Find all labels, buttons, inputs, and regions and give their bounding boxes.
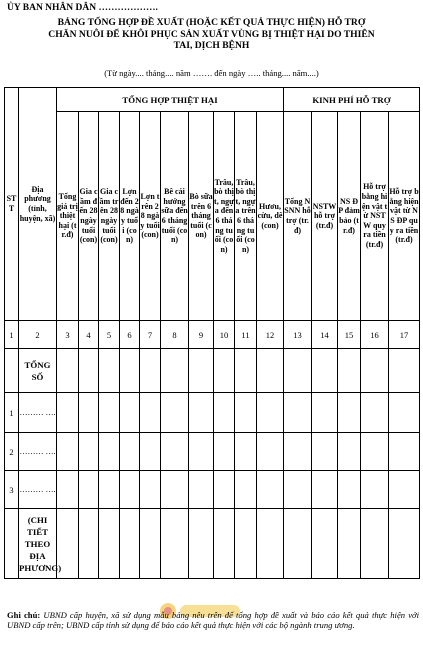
row-stt: 1 [5, 393, 19, 433]
row-detail-label: (CHI TIẾT THEO ĐỊA PHƯƠNG) [19, 509, 57, 579]
row-total-label: TỔNG SỐ [19, 349, 57, 393]
header-col-13: Tổng NSNN hỗ trợ (tr.đ) [284, 112, 312, 321]
header-col-4: Gia cầm đến 28 ngày tuổi (con) [79, 112, 99, 321]
column-number: 16 [361, 321, 389, 349]
column-number: 17 [389, 321, 420, 349]
header-col-3: Tổng giá trị thiệt hại (tr.đ) [57, 112, 79, 321]
title-line: BẢNG TỔNG HỢP ĐỀ XUẤT (HOẶC KẾT QUẢ THỰC HIỆN) HỖ TRỢ [57, 17, 366, 28]
column-number: 2 [19, 321, 57, 349]
header-group-kinh-phi: KINH PHÍ HỖ TRỢ [284, 88, 420, 112]
row-name: ……… …. [19, 471, 57, 509]
table-row [5, 393, 420, 433]
header-col-10: Trâu, bò thịt, ngựa đến 6 tháng tuổi (con) [214, 112, 235, 321]
summary-table [4, 87, 420, 579]
column-number: 7 [140, 321, 161, 349]
row-stt: 3 [5, 471, 19, 509]
header-col-5: Gia cầm trên 28 ngày tuổi (con) [99, 112, 120, 321]
column-number-row [5, 321, 420, 349]
footnote-text: UBND cấp huyện, xã sử dụng mẫu bảng nêu trên để tổng hợp đề xuất và báo cáo kết quả thực hiện với UBND cấp trên; UBND cấp tỉnh sử dụng để báo cáo kết quả thực hiện với các bộ ngành trung ương. [7, 610, 419, 631]
column-number: 15 [338, 321, 361, 349]
header-col-8: Bê cái hướng sữa đến 6 tháng tuổi (con) [161, 112, 189, 321]
table-row [5, 433, 420, 471]
header-stt: STT [5, 88, 19, 321]
header-col-6: Lợn đến 28 ngày tuổi (con) [120, 112, 140, 321]
row-name: ……… …. [19, 393, 57, 433]
header-col-17: Hỗ trợ bằng hiện vật từ NS ĐP quy ra tiền (tr.đ) [389, 112, 420, 321]
document-title [0, 17, 423, 52]
header-group-thiet-hai: TỔNG HỢP THIỆT HẠI [57, 88, 284, 112]
column-number: 9 [189, 321, 214, 349]
column-number: 3 [57, 321, 79, 349]
title-line: CHĂN NUÔI ĐỂ KHÔI PHỤC SẢN XUẤT VÙNG BỊ THIỆT HẠI DO THIÊN [48, 28, 375, 40]
table-row [5, 349, 420, 393]
column-number: 4 [79, 321, 99, 349]
column-number: 11 [235, 321, 257, 349]
row-name: ……… …. [19, 433, 57, 471]
column-number: 14 [312, 321, 338, 349]
header-col-12: Hươu, cừu, dê (con) [257, 112, 284, 321]
column-number: 6 [120, 321, 140, 349]
header-dia-phuong: Địa phương (tỉnh, huyện, xã) [19, 88, 57, 321]
footnote-label: Ghi chú: [7, 610, 41, 620]
table-row [5, 471, 420, 509]
column-number: 8 [161, 321, 189, 349]
header-col-7: Lợn trên 28 ngày tuổi (con) [140, 112, 161, 321]
table-row [5, 509, 420, 579]
column-number: 10 [214, 321, 235, 349]
header-col-15: NS ĐP đảm bảo (tr.đ) [338, 112, 361, 321]
column-number: 13 [284, 321, 312, 349]
row-stt: 2 [5, 433, 19, 471]
header-col-11: Trâu, bò thịt, ngựa trên 6 tháng tuổi (con) [235, 112, 257, 321]
date-range: (Từ ngày.... tháng.... năm ……. đến ngày ….. tháng.... năm....) [104, 68, 319, 78]
agency-header: ỦY BAN NHÂN DÂN ………………. [7, 3, 158, 13]
footnote [7, 610, 419, 630]
title-line: TAI, DỊCH BỆNH [173, 40, 250, 51]
column-number: 12 [257, 321, 284, 349]
header-col-14: NSTW hỗ trợ (tr.đ) [312, 112, 338, 321]
column-number: 5 [99, 321, 120, 349]
header-col-16: Hỗ trợ bằng hiện vật từ NSTW quy ra tiền (tr.đ) [361, 112, 389, 321]
column-number: 1 [5, 321, 19, 349]
header-col-9: Bò sữa trên 6 tháng tuổi (con) [189, 112, 214, 321]
